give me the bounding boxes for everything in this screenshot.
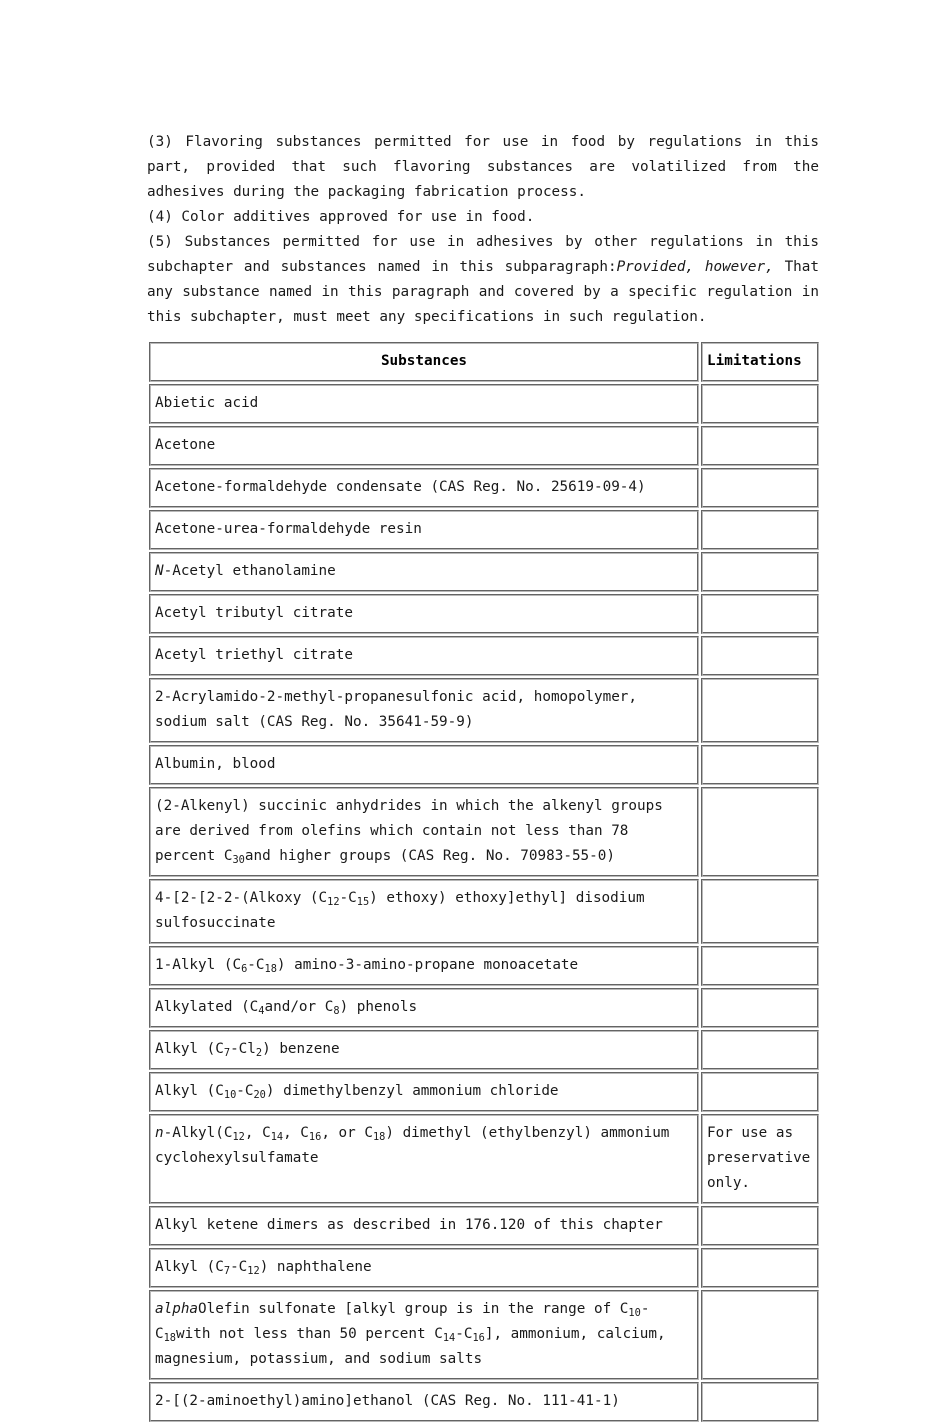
- cell-substance: Alkyl ketene dimers as described in 176.120 of this chapter: [149, 1206, 699, 1246]
- cell-limitation: [701, 1206, 819, 1246]
- cell-substance: alphaOlefin sulfonate [alkyl group is in the range of $C_{10}-C_{18}with$ not less than 50 percent $C_{14}-C_{16}$], ammonium, calcium, magnesium, potassium, and sodium salts: [149, 1290, 699, 1380]
- column-header-substances: Substances: [149, 342, 699, 382]
- cell-substance: $n-Alkyl(C_{12}$, $C_{14}$, $C_{16}$, or $C_{18}$) dimethyl (ethylbenzyl) ammonium cyclohexylsulfamate: [149, 1114, 699, 1204]
- cell-limitation: [701, 552, 819, 592]
- substances-table: [147, 340, 821, 1424]
- cell-limitation: [701, 879, 819, 944]
- cell-limitation: [701, 988, 819, 1028]
- cell-limitation: [701, 1030, 819, 1070]
- table-row: [149, 988, 819, 1028]
- cell-substance: Alkylated ($C_4and/or$ $C_8$) phenols: [149, 988, 699, 1028]
- table-row: [149, 879, 819, 944]
- table-row: [149, 426, 819, 466]
- cell-limitation: [701, 468, 819, 508]
- cell-substance: 2-[(2-aminoethyl)amino]ethanol (CAS Reg. No. 111-41-1): [149, 1382, 699, 1422]
- cell-substance: Alkyl $(C_7-Cl_2)$ benzene: [149, 1030, 699, 1070]
- cell-limitation: [701, 426, 819, 466]
- cell-limitation: [701, 594, 819, 634]
- paragraph-5-tail: That any substance named in this paragraph and covered by a specific regulation in this subchapter, must meet any specifications in such regulation.: [147, 259, 819, 325]
- table-row: [149, 1206, 819, 1246]
- cell-limitation: [701, 1072, 819, 1112]
- cell-limitation: [701, 1290, 819, 1380]
- cell-substance: 2-Acrylamido-2-methyl-propanesulfonic acid, homopolymer, sodium salt (CAS Reg. No. 35641-59-9): [149, 678, 699, 743]
- table-row: [149, 1030, 819, 1070]
- paragraph-5: [147, 230, 819, 330]
- table-row: [149, 384, 819, 424]
- cell-limitation: [701, 745, 819, 785]
- cell-limitation: For use as preservative only.: [701, 1114, 819, 1204]
- table-row: [149, 510, 819, 550]
- table-row: [149, 552, 819, 592]
- cell-substance: Albumin, blood: [149, 745, 699, 785]
- cell-substance: Alkyl $(C_7-C_{12})$ naphthalene: [149, 1248, 699, 1288]
- cell-substance: [149, 552, 699, 592]
- cell-substance: (2-Alkenyl) succinic anhydrides in which the alkenyl groups are derived from olefins which contain not less than 78 percent $C_{30}and$ higher groups (CAS Reg. No. 70983-55-0): [149, 787, 699, 877]
- cell-substance: Acetone-urea-formaldehyde resin: [149, 510, 699, 550]
- table-row: [149, 678, 819, 743]
- table-row: [149, 468, 819, 508]
- paragraph-5-italic-provided-however: Provided, however,: [616, 259, 774, 275]
- cell-substance: Acetyl tributyl citrate: [149, 594, 699, 634]
- table-row: [149, 1114, 819, 1204]
- italic-n: N: [155, 563, 164, 579]
- cell-substance: Abietic acid: [149, 384, 699, 424]
- paragraph-4: (4) Color additives approved for use in food.: [147, 209, 535, 225]
- cell-substance: Acetone-formaldehyde condensate (CAS Reg. No. 25619-09-4): [149, 468, 699, 508]
- column-header-limitations: Limitations: [701, 342, 819, 382]
- paragraph-3: (3) Flavoring substances permitted for use in food by regulations in this part, provided that such flavoring substances are volatilized from the adhesives during the packaging fabrication process.: [147, 134, 819, 200]
- cell-substance: Alkyl $(C_{10}-C_{20})$ dimethylbenzyl ammonium chloride: [149, 1072, 699, 1112]
- table-row: [149, 745, 819, 785]
- cell-substance: Acetyl triethyl citrate: [149, 636, 699, 676]
- table-row: [149, 1248, 819, 1288]
- table-header-row: [149, 342, 819, 382]
- cell-limitation: [701, 510, 819, 550]
- table-row: [149, 787, 819, 877]
- document-page: [147, 130, 819, 1424]
- cell-limitation: [701, 787, 819, 877]
- cell-substance: Acetone: [149, 426, 699, 466]
- table-row: [149, 1290, 819, 1380]
- cell-limitation: [701, 946, 819, 986]
- cell-limitation: [701, 678, 819, 743]
- table-row: [149, 594, 819, 634]
- table-row: [149, 636, 819, 676]
- paragraph-5-lead: (5) Substances permitted for use in adhesives by other regulations in this subchapter and substances named in this subparagraph:: [147, 234, 819, 275]
- cell-limitation: [701, 1382, 819, 1422]
- cell-limitation: [701, 384, 819, 424]
- table-body: [149, 384, 819, 1422]
- table-row: [149, 946, 819, 986]
- cell-substance: 1-Alkyl $(C_6-C_{18})$ amino-3-amino-propane monoacetate: [149, 946, 699, 986]
- cell-substance: 4-[2-[2-2-(Alkoxy $(C_{12}-C_{15})$ ethoxy) ethoxy]ethyl] disodium sulfosuccinate: [149, 879, 699, 944]
- substance-rest: -Acetyl ethanolamine: [163, 563, 336, 579]
- table-row: [149, 1072, 819, 1112]
- cell-limitation: [701, 636, 819, 676]
- table-row: [149, 1382, 819, 1422]
- cell-limitation: [701, 1248, 819, 1288]
